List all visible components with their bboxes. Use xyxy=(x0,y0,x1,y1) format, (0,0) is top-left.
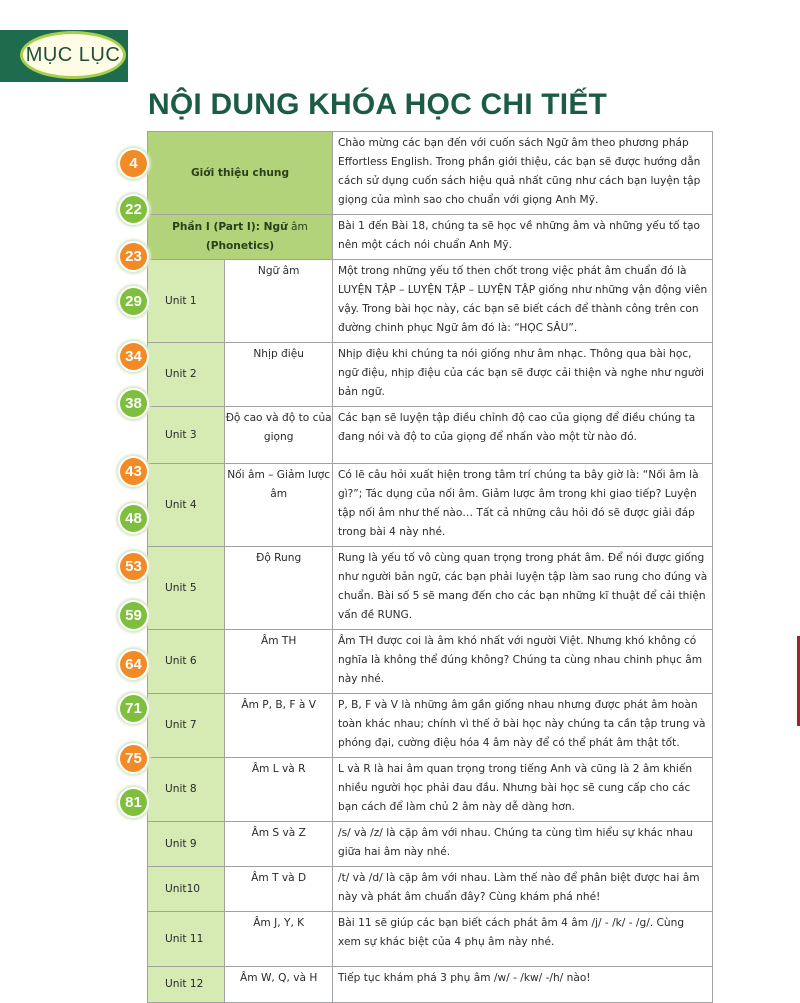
unit-label: Unit 3 xyxy=(148,407,225,464)
table-row xyxy=(148,758,713,822)
table-row xyxy=(148,407,713,464)
page-number: 22 xyxy=(120,196,147,223)
unit-description: Âm TH được coi là âm khó nhất với người Việt. Nhưng khó không có nghĩa là không thể đúng không? Chúng ta cùng nhau chinh phục âm này nhé. xyxy=(333,630,713,694)
unit-label: Unit 8 xyxy=(148,758,225,822)
page-number-badge xyxy=(118,456,149,487)
page-number: 29 xyxy=(120,288,147,315)
unit-description: Nhịp điệu khi chúng ta nói giống như âm nhạc. Thông qua bài học, ngữ điệu, nhịp điệu của các bạn sẽ được cải thiện và nghe như người bản ngữ. xyxy=(333,343,713,407)
table-row xyxy=(148,694,713,758)
unit-topic: Ngữ âm xyxy=(225,260,333,343)
page-number-badge xyxy=(118,148,149,179)
page-number: 59 xyxy=(120,602,147,629)
page-number: 64 xyxy=(120,651,147,678)
contents-table xyxy=(147,131,713,1003)
page-number: 38 xyxy=(120,390,147,417)
unit-label: Unit 4 xyxy=(148,464,225,547)
unit-topic: Độ cao và độ to của giọng xyxy=(225,407,333,464)
unit-description: /s/ và /z/ là cặp âm với nhau. Chúng ta cùng tìm hiểu sự khác nhau giữa hai âm này nhé. xyxy=(333,822,713,867)
table-row xyxy=(148,547,713,630)
part1-label xyxy=(148,215,333,260)
part1-label-plain: âm xyxy=(287,221,308,233)
page-number-badge xyxy=(118,551,149,582)
page-number: 23 xyxy=(120,243,147,270)
unit-topic: Độ Rung xyxy=(225,547,333,630)
table-row xyxy=(148,967,713,1003)
part1-label-line2: (Phonetics) xyxy=(205,240,275,252)
page-number: 34 xyxy=(120,343,147,370)
unit-label: Unit 2 xyxy=(148,343,225,407)
table-row xyxy=(148,132,713,215)
unit-label: Unit 5 xyxy=(148,547,225,630)
page-number-badge xyxy=(118,194,149,225)
page-number: 43 xyxy=(120,458,147,485)
unit-topic: Âm P, B, F à V xyxy=(225,694,333,758)
unit-description: L và R là hai âm quan trọng trong tiếng Anh và cũng là 2 âm khiến nhiều người học phải đau đầu. Nhưng bài học sẽ cung cấp cho các bạn cách để làm chủ 2 âm này dễ dàng hơn. xyxy=(333,758,713,822)
unit-description: /t/ và /d/ là cặp âm với nhau. Làm thế nào để phân biệt được hai âm này và phát âm chuẩn đây? Cùng khám phá nhé! xyxy=(333,867,713,912)
intro-label: Giới thiệu chung xyxy=(148,132,333,215)
unit-description: Các bạn sẽ luyện tập điều chỉnh độ cao của giọng để điều chúng ta đang nói và độ to của giọng để nhấn vào một từ nào đó. xyxy=(333,407,713,464)
page-number-badge xyxy=(118,743,149,774)
unit-topic: Âm W, Q, và H xyxy=(225,967,333,1003)
page-number-badge xyxy=(118,241,149,272)
table-row xyxy=(148,343,713,407)
page-number-badge xyxy=(118,649,149,680)
unit-topic: Âm T và D xyxy=(225,867,333,912)
unit-topic: Âm L và R xyxy=(225,758,333,822)
unit-label: Unit 12 xyxy=(148,967,225,1003)
table-row xyxy=(148,867,713,912)
table-row xyxy=(148,822,713,867)
page-number: 75 xyxy=(120,745,147,772)
unit-description: P, B, F và V là những âm gần giống nhau nhưng được phát âm hoàn toàn khác nhau; chính vì thế ở bài học này chúng ta cần tập trung và phóng đại, cường điệu hóa 4 âm này để có thể phát âm thật tốt. xyxy=(333,694,713,758)
unit-topic: Âm S và Z xyxy=(225,822,333,867)
unit-topic: Âm TH xyxy=(225,630,333,694)
unit-topic: Âm J, Y, K xyxy=(225,912,333,967)
unit-description: Tiếp tục khám phá 3 phụ âm /w/ - /kw/ -/h/ nào! xyxy=(333,967,713,1003)
page-number-badge xyxy=(118,503,149,534)
unit-description: Có lẽ câu hỏi xuất hiện trong tâm trí chúng ta bây giờ là: “Nối âm là gì?”; Tác dụng của nối âm. Giảm lược âm trong khi giao tiếp? Luyện tập nối âm như thế nào… Tất cả những câu hỏi đó sẽ được giải đáp trong bài 4 này nhé. xyxy=(333,464,713,547)
unit-description: Bài 11 sẽ giúp các bạn biết cách phát âm 4 âm /j/ - /k/ - /g/. Cùng xem sự khác biệt của 4 phụ âm này nhé. xyxy=(333,912,713,967)
unit-topic: Nhịp điệu xyxy=(225,343,333,407)
page-number: 53 xyxy=(120,553,147,580)
page-number-badge xyxy=(118,388,149,419)
unit-description: Một trong những yếu tố then chốt trong việc phát âm chuẩn đó là LUYỆN TẬP – LUYỆN TẬP – LUYỆN TẬP giống như những vận động viên vậy. Trong bài học này, các bạn sẽ biết cách để thành công trên con đường chinh phục Ngữ âm đó là: “HỌC SÂU”. xyxy=(333,260,713,343)
table-row xyxy=(148,260,713,343)
table-row xyxy=(148,912,713,967)
page-number-badge xyxy=(118,600,149,631)
unit-label: Unit10 xyxy=(148,867,225,912)
page-number: 4 xyxy=(120,150,147,177)
page-number-badge xyxy=(118,286,149,317)
part1-description: Bài 1 đến Bài 18, chúng ta sẽ học về những âm và những yếu tố tạo nên một cách nói chuẩn Anh Mỹ. xyxy=(333,215,713,260)
page-number-badge xyxy=(118,341,149,372)
table-row xyxy=(148,464,713,547)
page-number: 71 xyxy=(120,695,147,722)
page-number-badge xyxy=(118,693,149,724)
page-title: NỘI DUNG KHÓA HỌC CHI TIẾT xyxy=(148,88,608,121)
part1-label-bold: Phần I (Part I): Ngữ xyxy=(172,221,288,233)
section-label: MỤC LỤC xyxy=(20,31,126,79)
unit-label: Unit 6 xyxy=(148,630,225,694)
unit-topic: Nối âm – Giảm lược âm xyxy=(225,464,333,547)
unit-label: Unit 11 xyxy=(148,912,225,967)
page-number: 48 xyxy=(120,505,147,532)
intro-description: Chào mừng các bạn đến với cuốn sách Ngữ âm theo phương pháp Effortless English. Trong phần giới thiệu, các bạn sẽ được hướng dẫn cách sử dụng cuốn sách hiệu quả nhất cũng như cách bạn luyện tập giọng của mình sao cho chuẩn với giọng Anh Mỹ. xyxy=(333,132,713,215)
unit-label: Unit 1 xyxy=(148,260,225,343)
unit-label: Unit 7 xyxy=(148,694,225,758)
unit-description: Rung là yếu tố vô cùng quan trọng trong phát âm. Để nói được giống như người bản ngữ, các bạn phải luyện tập làm sao rung cho đúng và chuẩn. Bài số 5 sẽ mang đến cho các bạn những kĩ thuật để cải thiện vấn đề RUNG. xyxy=(333,547,713,630)
table-row xyxy=(148,630,713,694)
unit-label: Unit 9 xyxy=(148,822,225,867)
page-number: 81 xyxy=(120,789,147,816)
table-row xyxy=(148,215,713,260)
page-number-badge xyxy=(118,787,149,818)
